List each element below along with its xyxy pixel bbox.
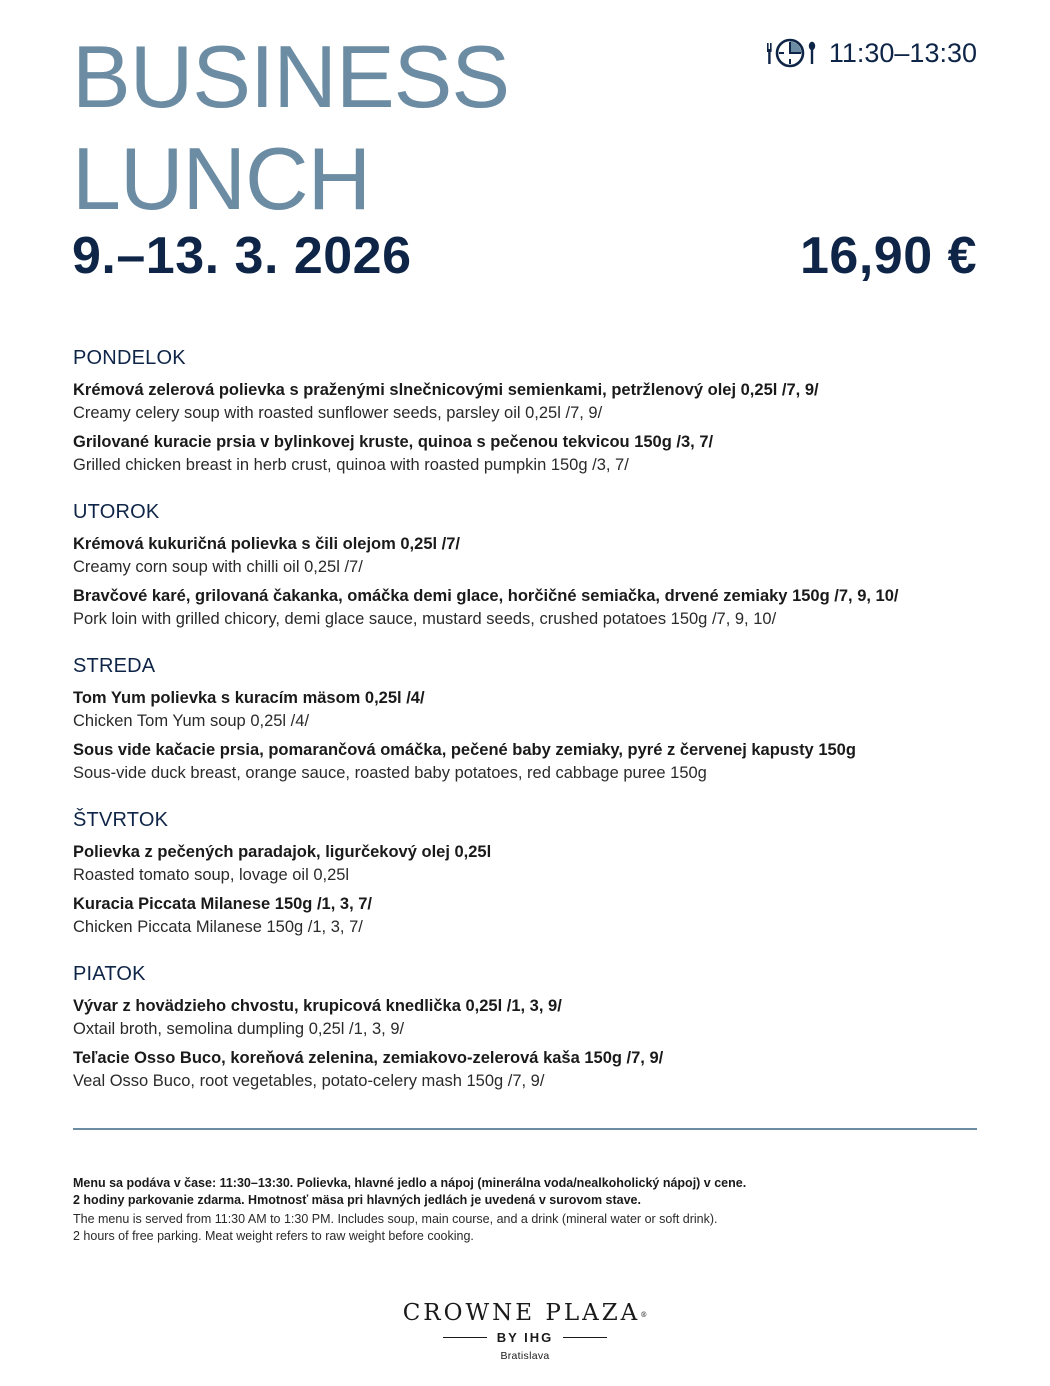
dish-soup — [73, 379, 978, 425]
day-monday — [73, 345, 978, 477]
logo-city: Bratislava — [500, 1350, 550, 1362]
weekly-menu — [73, 345, 978, 1115]
section-divider — [73, 1128, 977, 1130]
dish-name-en: Creamy corn soup with chilli oil 0,25l /7/ — [73, 558, 363, 576]
dish-name-sk: Polievka z pečených paradajok, ligurčekový olej 0,25l — [73, 843, 492, 861]
dish-name-sk: Bravčové karé, grilovaná čakanka, omáčka demi glace, horčičné semiačka, drvené zemiaky 150g /7, 9, 10/ — [73, 587, 899, 605]
hours-text: 11:30–13:30 — [828, 37, 977, 68]
menu-notes — [73, 1175, 973, 1245]
dish-name-sk: Krémová kukuričná polievka s čili olejom 0,25l /7/ — [73, 535, 461, 553]
dish-name-sk: Krémová zelerová polievka s praženými slnečnicovými semienkami, petržlenový olej 0,25l /7, 9/ — [73, 381, 819, 399]
day-wednesday — [73, 653, 978, 785]
hotel-logo — [0, 1298, 1050, 1362]
dish-name-sk: Sous vide kačacie prsia, pomarančová omáčka, pečené baby zemiaky, pyré z červenej kapusty 150g — [73, 741, 856, 759]
date-range: 9.–13. 3. 2026 — [72, 227, 412, 285]
dish-name-en: Grilled chicken breast in herb crust, quinoa with roasted pumpkin 150g /3, 7/ — [73, 456, 629, 474]
dish-name-en: Pork loin with grilled chicory, demi glace sauce, mustard seeds, crushed potatoes 150g /7, 9, 10/ — [73, 610, 777, 628]
day-name: PONDELOK — [73, 347, 186, 369]
dish-main — [73, 739, 978, 785]
dish-name-en: Creamy celery soup with roasted sunflower seeds, parsley oil 0,25l /7, 9/ — [73, 404, 603, 422]
day-name: STREDA — [73, 655, 156, 677]
dish-name-en: Oxtail broth, semolina dumpling 0,25l /1, 3, 9/ — [73, 1020, 405, 1038]
title-line-2: LUNCH — [72, 129, 371, 228]
day-thursday — [73, 807, 978, 939]
day-name: PIATOK — [73, 963, 146, 985]
dish-name-sk: Vývar z hovädzieho chvostu, krupicová knedlička 0,25l /1, 3, 9/ — [73, 997, 562, 1015]
clock-with-cutlery-icon — [765, 36, 817, 70]
serving-hours — [765, 36, 977, 70]
dish-name-en: Sous-vide duck breast, orange sauce, roasted baby potatoes, red cabbage puree 150g — [73, 764, 707, 782]
title-line-1: BUSINESS — [72, 27, 510, 126]
dish-name-en: Veal Osso Buco, root vegetables, potato-celery mash 150g /7, 9/ — [73, 1072, 545, 1090]
dish-name-en: Roasted tomato soup, lovage oil 0,25l — [73, 866, 350, 884]
logo-sub-text: BY IHG — [496, 1330, 554, 1345]
day-name: UTOROK — [73, 501, 160, 523]
dish-soup — [73, 533, 978, 579]
dish-name-sk: Teľacie Osso Buco, koreňová zelenina, zemiakovo-zelerová kaša 150g /7, 9/ — [73, 1049, 664, 1067]
dish-soup — [73, 841, 978, 887]
logo-rule-right — [563, 1337, 607, 1338]
logo-brand — [0, 1298, 1050, 1328]
registered-mark: ® — [640, 1311, 648, 1319]
dish-main — [73, 431, 978, 477]
dish-soup — [73, 995, 978, 1041]
day-name: ŠTVRTOK — [73, 809, 169, 831]
dish-main — [73, 893, 978, 939]
dish-name-sk: Tom Yum polievka s kuracím mäsom 0,25l /4/ — [73, 689, 425, 707]
note-sk-line-1: Menu sa podáva v čase: 11:30–13:30. Polievka, hlavné jedlo a nápoj (minerálna voda/nealkoholický nápoj) v cene. — [73, 1176, 747, 1190]
menu-price: 16,90 € — [800, 227, 977, 285]
dish-name-en: Chicken Tom Yum soup 0,25l /4/ — [73, 712, 310, 730]
dish-main — [73, 585, 978, 631]
logo-rule-left — [443, 1337, 487, 1338]
note-sk-line-2: 2 hodiny parkovanie zdarma. Hmotnosť mäsa pri hlavných jedlách je uvedená v surovom stave. — [73, 1193, 641, 1207]
dish-main — [73, 1047, 978, 1093]
logo-sub — [0, 1330, 1050, 1345]
dish-soup — [73, 687, 978, 733]
logo-brand-text: CROWNE PLAZA — [402, 1300, 641, 1326]
note-en-line-2: 2 hours of free parking. Meat weight refers to raw weight before cooking. — [73, 1229, 474, 1243]
note-en-line-1: The menu is served from 11:30 AM to 1:30 PM. Includes soup, main course, and a drink (mineral water or soft drink). — [73, 1212, 718, 1226]
day-tuesday — [73, 499, 978, 631]
dish-name-sk: Grilované kuracie prsia v bylinkovej kruste, quinoa s pečenou tekvicou 150g /3, 7/ — [73, 433, 714, 451]
page-title — [72, 26, 509, 230]
dish-name-en: Chicken Piccata Milanese 150g /1, 3, 7/ — [73, 918, 363, 936]
day-friday — [73, 961, 978, 1093]
dish-name-sk: Kuracia Piccata Milanese 150g /1, 3, 7/ — [73, 895, 372, 913]
